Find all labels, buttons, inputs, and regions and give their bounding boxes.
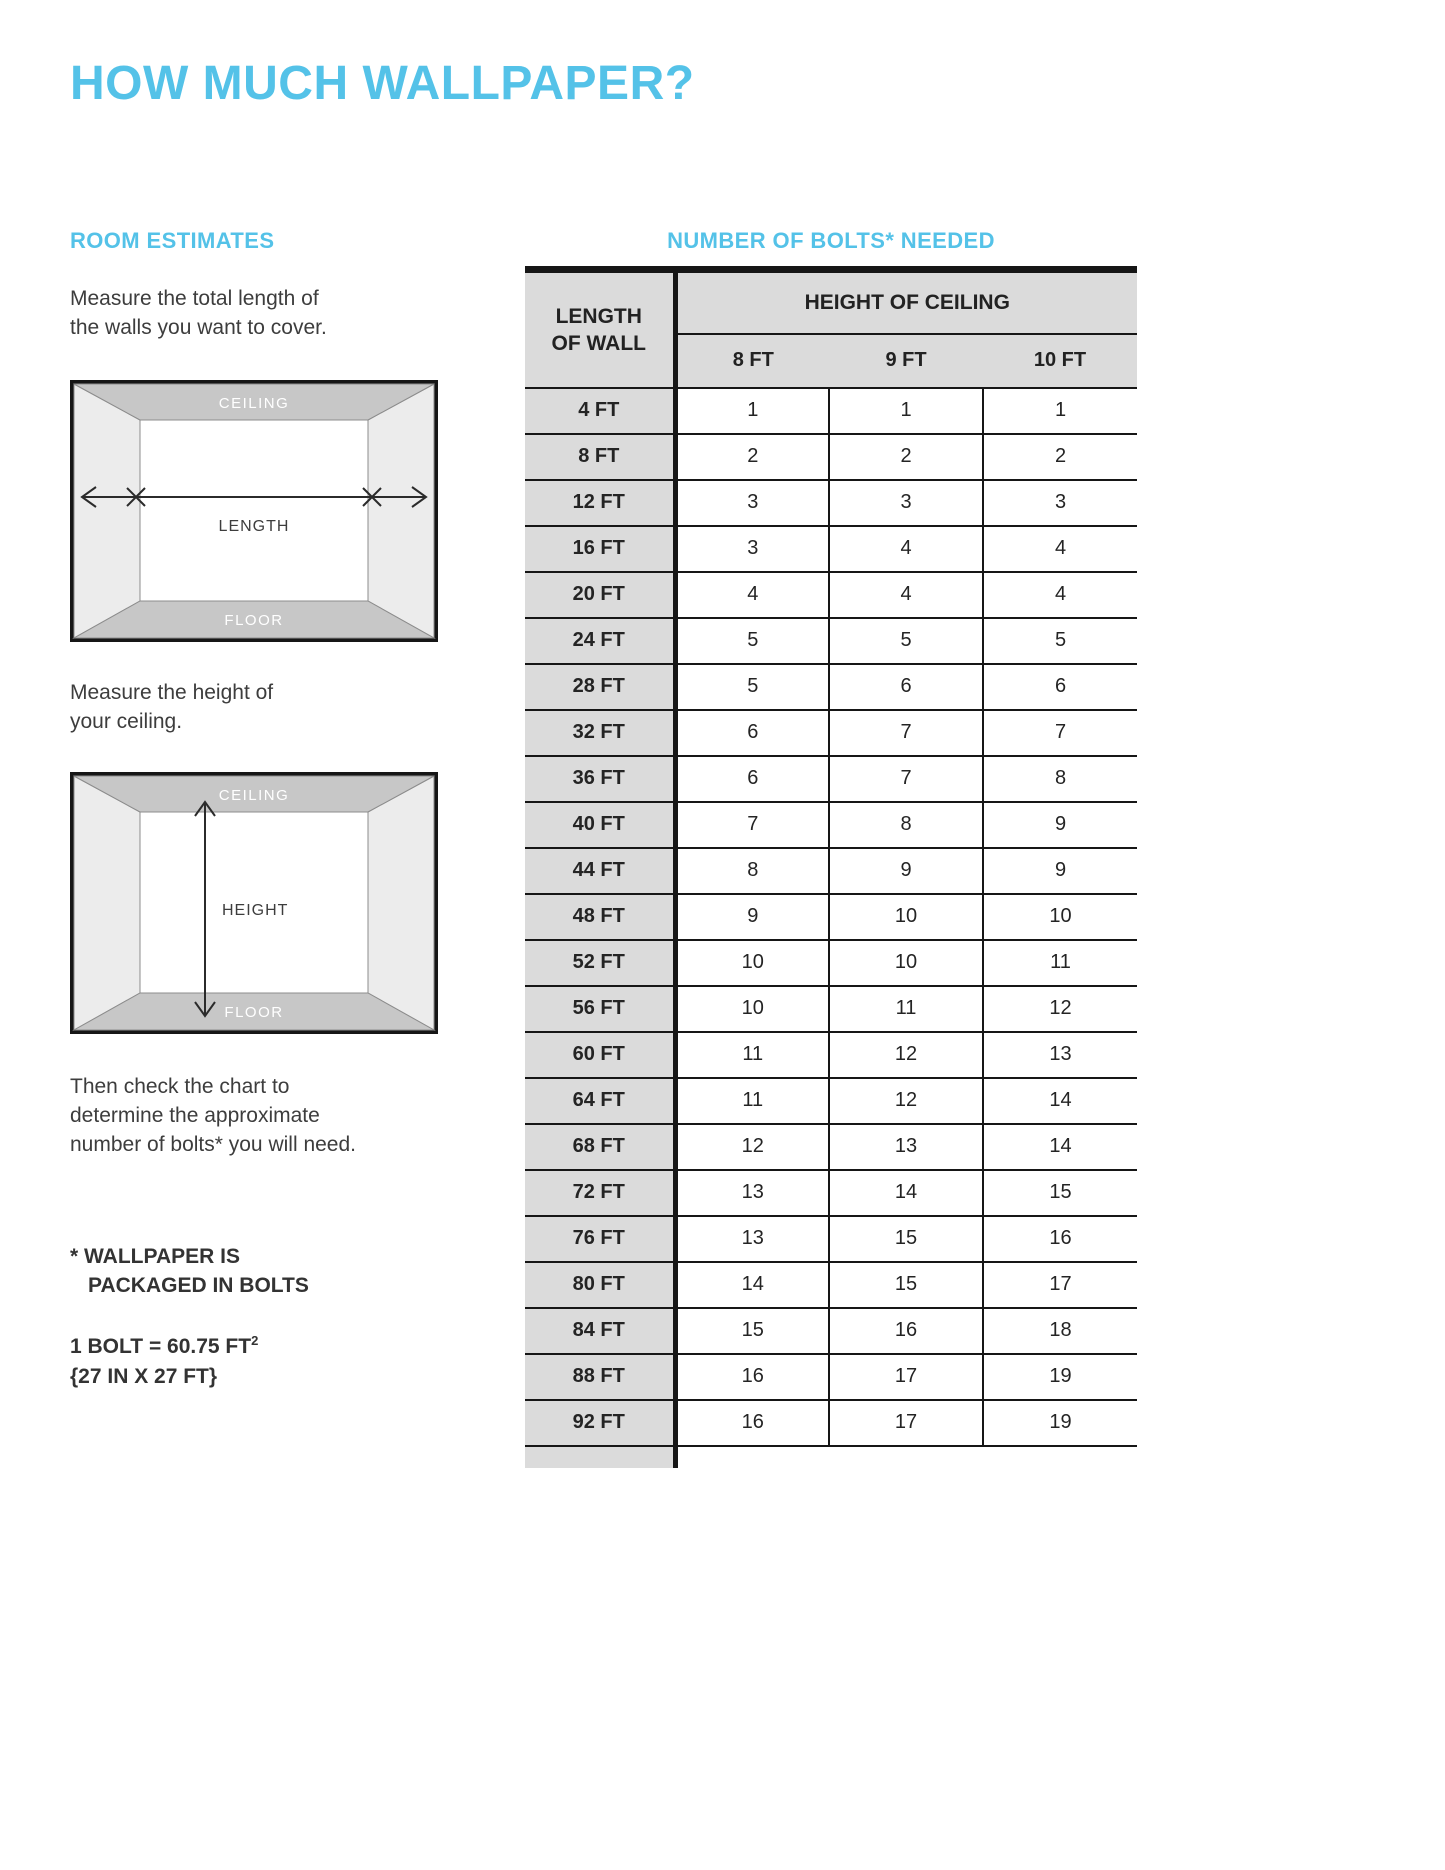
step3-line-3: number of bolts* you will need. [70,1133,356,1156]
wall-length-cell: 24 FT [525,618,675,664]
length-label: LENGTH [218,518,290,535]
wall-length-cell: 36 FT [525,756,675,802]
wall-length-cell: 72 FT [525,1170,675,1216]
table-row [525,940,1137,986]
table-row [525,480,1137,526]
bolts-table-body [525,388,1137,1468]
step2-line-2: your ceiling. [70,710,183,733]
bolt-count-cell: 13 [675,1216,829,1262]
bolt-count-cell: 14 [829,1170,983,1216]
bolt-count-cell: 4 [983,572,1137,618]
table-tail-row [525,1446,1137,1468]
bolt-count-cell: 17 [983,1262,1137,1308]
ceiling-10ft-header: 10 FT [983,334,1137,388]
step1-line-2: the walls you want to cover. [70,316,327,339]
bolt-count-cell: 16 [983,1216,1137,1262]
bolt-count-cell: 17 [829,1400,983,1446]
wall-length-cell: 52 FT [525,940,675,986]
bolt-count-cell: 1 [829,388,983,434]
bolt-size-info [70,1326,258,1392]
bolts-table [525,266,1137,1468]
bolt-count-cell: 7 [983,710,1137,756]
bolt-count-cell: 4 [829,526,983,572]
wall-length-cell: 76 FT [525,1216,675,1262]
wall-length-cell: 16 FT [525,526,675,572]
bolt-count-cell: 9 [983,802,1137,848]
wall-length-cell: 68 FT [525,1124,675,1170]
bolt-count-cell: 12 [829,1078,983,1124]
bolt-count-cell: 11 [675,1032,829,1078]
bolt-count-cell: 3 [829,480,983,526]
bolt-count-cell: 15 [829,1216,983,1262]
bolt-count-cell: 6 [675,756,829,802]
ceiling-label: CEILING [218,787,290,804]
step2-paragraph [70,678,273,736]
ceiling-height-group-header: HEIGHT OF CEILING [675,270,1137,334]
bolt-count-cell: 15 [983,1170,1137,1216]
bolt-count-cell: 8 [829,802,983,848]
table-row [525,710,1137,756]
wall-length-cell: 56 FT [525,986,675,1032]
bolt-count-cell: 1 [675,388,829,434]
wall-length-cell: 88 FT [525,1354,675,1400]
wall-length-cell: 60 FT [525,1032,675,1078]
bolt-count-cell: 10 [829,940,983,986]
table-row [525,1124,1137,1170]
table-row [525,618,1137,664]
table-row [525,1308,1137,1354]
bolt-count-cell: 10 [675,986,829,1032]
bolt-count-cell: 10 [829,894,983,940]
bolt-count-cell: 6 [983,664,1137,710]
bolt-count-cell: 2 [829,434,983,480]
bolt-count-cell: 10 [675,940,829,986]
bolt-count-cell: 16 [675,1354,829,1400]
height-label: HEIGHT [222,902,289,919]
bolt-count-cell: 15 [829,1262,983,1308]
bolt-count-cell: 5 [675,618,829,664]
back-wall [140,420,368,601]
wall-length-header [525,270,675,388]
room-estimates-heading: ROOM ESTIMATES [70,228,275,253]
table-tail-blank [675,1446,1137,1468]
wall-header-line-2: OF WALL [551,331,646,355]
bolts-table-header [525,270,1137,388]
bolt-count-cell: 18 [983,1308,1137,1354]
table-row [525,388,1137,434]
step2-line-1: Measure the height of [70,681,274,704]
table-row [525,1032,1137,1078]
bolt-count-cell: 4 [983,526,1137,572]
bolt-count-cell: 7 [675,802,829,848]
wall-header-line-1: LENGTH [555,304,642,328]
bolt-area-text: 1 BOLT = 60.75 FT [70,1335,252,1358]
bolt-count-cell: 15 [675,1308,829,1354]
bolt-count-cell: 10 [983,894,1137,940]
step3-line-1: Then check the chart to [70,1075,290,1098]
bolt-count-cell: 7 [829,756,983,802]
table-row [525,1170,1137,1216]
step1-line-1: Measure the total length of [70,287,319,310]
table-row [525,802,1137,848]
bolt-count-cell: 11 [829,986,983,1032]
bolt-count-cell: 2 [675,434,829,480]
ceiling-9ft-header: 9 FT [829,334,983,388]
table-row [525,1400,1137,1446]
left-wall [74,384,140,638]
wall-length-cell: 4 FT [525,388,675,434]
bolt-area-line [70,1326,258,1362]
wall-length-cell: 80 FT [525,1262,675,1308]
bolt-count-cell: 19 [983,1354,1137,1400]
bolt-count-cell: 14 [983,1078,1137,1124]
floor-label: FLOOR [224,1004,284,1021]
bolt-count-cell: 7 [829,710,983,756]
bolt-count-cell: 5 [829,618,983,664]
bolt-count-cell: 12 [829,1032,983,1078]
table-row [525,526,1137,572]
bolts-table-heading: NUMBER OF BOLTS* NEEDED [667,228,995,253]
bolt-count-cell: 13 [983,1032,1137,1078]
bolt-count-cell: 4 [675,572,829,618]
floor-label: FLOOR [224,612,284,629]
bolt-count-cell: 11 [675,1078,829,1124]
table-row [525,572,1137,618]
bolt-count-cell: 16 [675,1400,829,1446]
table-row [525,1354,1137,1400]
wall-length-cell: 40 FT [525,802,675,848]
table-row [525,664,1137,710]
right-wall [368,776,434,1030]
page-title: HOW MUCH WALLPAPER? [70,57,695,110]
bolt-count-cell: 9 [983,848,1137,894]
wall-length-cell: 92 FT [525,1400,675,1446]
right-wall [368,384,434,638]
table-row [525,434,1137,480]
wall-length-cell: 12 FT [525,480,675,526]
bolt-count-cell: 12 [983,986,1137,1032]
footnote-line-2: PACKAGED IN BOLTS [88,1274,309,1297]
left-wall [74,776,140,1030]
bolt-count-cell: 14 [675,1262,829,1308]
bolt-dimensions-line: {27 IN X 27 FT} [70,1365,218,1388]
bolt-count-cell: 3 [983,480,1137,526]
bolt-area-exponent: 2 [251,1333,259,1348]
bolt-count-cell: 8 [983,756,1137,802]
wall-length-cell: 8 FT [525,434,675,480]
bolt-count-cell: 3 [675,480,829,526]
table-row [525,1262,1137,1308]
bolt-count-cell: 4 [829,572,983,618]
bolt-count-cell: 5 [983,618,1137,664]
bolt-count-cell: 9 [829,848,983,894]
bolt-count-cell: 14 [983,1124,1137,1170]
bolt-count-cell: 12 [675,1124,829,1170]
wall-length-cell: 48 FT [525,894,675,940]
footnote-line-1: * WALLPAPER IS [70,1245,240,1268]
wall-length-cell: 64 FT [525,1078,675,1124]
bolt-count-cell: 6 [675,710,829,756]
bolt-count-cell: 3 [675,526,829,572]
step3-line-2: determine the approximate [70,1104,320,1127]
table-row [525,1078,1137,1124]
bolt-footnote [70,1242,309,1300]
bolt-count-cell: 1 [983,388,1137,434]
room-height-diagram [70,772,438,1034]
ceiling-8ft-header: 8 FT [675,334,829,388]
bolt-count-cell: 13 [675,1170,829,1216]
bolt-count-cell: 2 [983,434,1137,480]
bolt-count-cell: 6 [829,664,983,710]
bolt-count-cell: 16 [829,1308,983,1354]
bolt-count-cell: 19 [983,1400,1137,1446]
table-row [525,756,1137,802]
bolt-count-cell: 17 [829,1354,983,1400]
wall-length-cell: 84 FT [525,1308,675,1354]
bolt-count-cell: 5 [675,664,829,710]
bolt-count-cell: 9 [675,894,829,940]
step1-paragraph [70,284,327,342]
bolt-count-cell: 11 [983,940,1137,986]
wall-length-cell: 44 FT [525,848,675,894]
ceiling-label: CEILING [218,395,290,412]
room-length-diagram [70,380,438,642]
bolt-count-cell: 8 [675,848,829,894]
table-row [525,1216,1137,1262]
bolt-count-cell: 13 [829,1124,983,1170]
table-tail-strip [525,1446,675,1468]
wall-length-cell: 28 FT [525,664,675,710]
step3-paragraph [70,1072,356,1159]
table-row [525,986,1137,1032]
wall-length-cell: 32 FT [525,710,675,756]
wall-length-cell: 20 FT [525,572,675,618]
table-row [525,848,1137,894]
table-row [525,894,1137,940]
